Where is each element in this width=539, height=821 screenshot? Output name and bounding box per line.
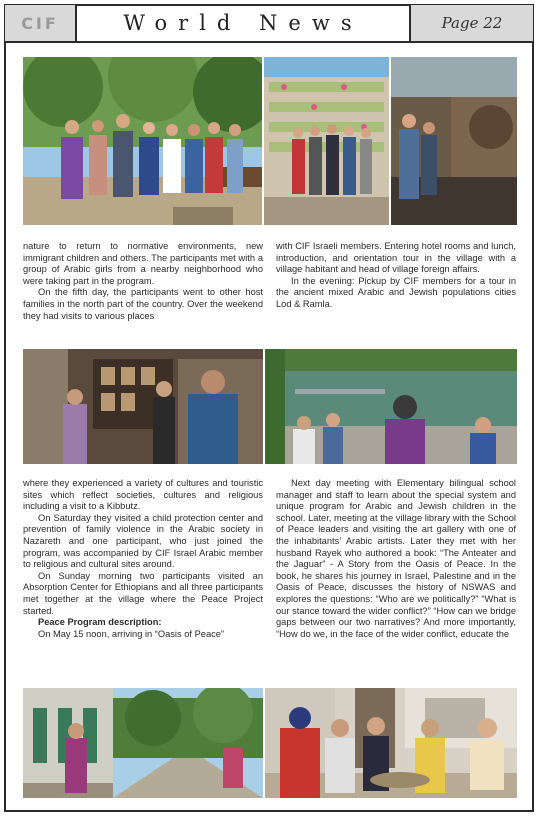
text-column-left-1 xyxy=(23,241,263,322)
paragraph: where they experienced a variety of cultures and touristic sites which reflect societies, cultures and religious including a visit to a Kibbutz. xyxy=(23,478,263,512)
paragraph: Next day meeting with Elementary bilingual school manager and staff to learn about the special system and unique program for Arabic and Jewish children in the school. Later, meeting at the village library with the School of Peace leaders and visiting the art gallery with one of the inhabitants’ Arabic artists. Later they met with her husband Rayek who authored a book: “The Anteater and the Jaguar” - A Story from the Oasis of Peace. In the book, he shares his journey in Israel, Palestine and in the Oasis of Peace, discusses the history of NSWAS and explores the questions: “Who are we politically?” “What is our stance toward the wider conflict?” “How can we bridge gaps between our two narratives? And more importantly, “How do we, in the face of the wider conflict, educate the xyxy=(276,478,516,639)
photo-museum-visit xyxy=(23,349,263,464)
text-column-right-1 xyxy=(276,241,516,311)
paragraph: nature to return to normative environments, new immigrant children and others. The participants met with a group of Arabic girls from a nearby neighborhood who were taking part in the program. xyxy=(23,241,263,286)
text-column-left-2 xyxy=(23,478,263,640)
section-heading: Peace Program description: xyxy=(38,617,162,628)
brand-logo: CIF xyxy=(5,5,77,41)
page-header xyxy=(5,5,533,43)
paragraph: On the fifth day, the participants went to other host families in the north part of the country. Over the weekend they had visits to various places xyxy=(23,287,263,321)
paragraph: On Saturday they visited a child protection center and prevention of family violence in the Arabic society in Nazareth and one participant, who just joined the program, was accompanied by CIF Israel Arabic member to religious and cultural sites around. xyxy=(23,512,263,570)
page-number: Page 22 xyxy=(409,5,533,41)
paragraph: On Sunday morning two participants visited an Absorption Center for Ethiopians and all three participants met together at the village where the Peace Project started. xyxy=(23,570,263,616)
photo-library-meeting xyxy=(265,688,517,798)
photo-village-path xyxy=(23,688,263,798)
photo-river-site xyxy=(265,349,517,464)
text-column-right-2 xyxy=(276,478,516,640)
paragraph: In the evening: Pickup by CIF members for a tour in the ancient mixed Arabic and Jewish populations cities Lod & Ramla. xyxy=(276,275,516,309)
paragraph: with CIF Israeli members. Entering hotel rooms and lunch, introduction, and orientation tour in the village with a village habitant and head of village foreign affairs. xyxy=(276,241,516,275)
photo-group-outdoor xyxy=(23,57,262,225)
photo-group-stone-wall xyxy=(264,57,389,225)
newsletter-title: World News xyxy=(123,11,363,35)
photo-workshop xyxy=(391,57,517,225)
paragraph: On May 15 noon, arriving in “Oasis of Peace” xyxy=(38,628,225,639)
